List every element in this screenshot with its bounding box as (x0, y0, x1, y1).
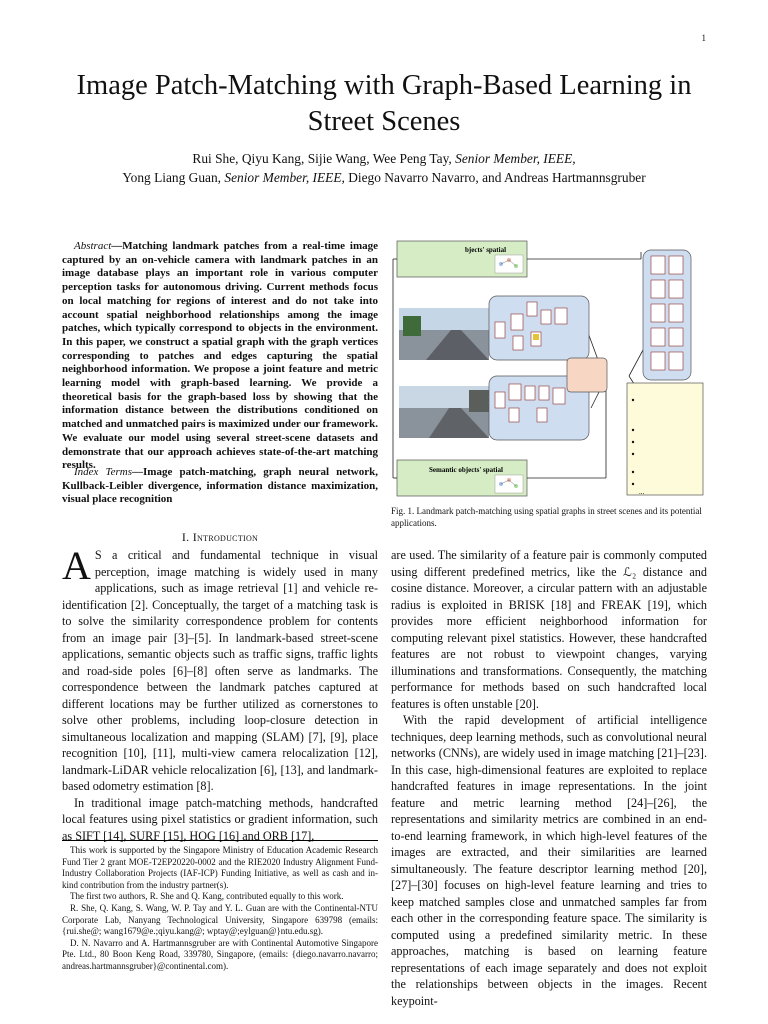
top-graph-icon (495, 255, 523, 273)
right-paragraph-1: are used. The similarity of a feature pair is commonly computed using different predefined metrics, like the ℒ₂ distance and cosine distance. Moreover, a circular pattern with an adjustable radius is exploited in BRISK [18] and FREAK [19], which provides more efficient neighborhood information for computing relevant pixel statistics. However, these handcrafted features are not robust to viewpoint changes, varying illuminations and transformations. Consequently, the matching performance for methods based on such handcrafted local features is often unstable [20]. (391, 548, 707, 711)
footnote-equal: The first two authors, R. She and Q. Kang, contributed equally to this work. (70, 891, 344, 902)
authors-line2: Yong Liang Guan, (122, 170, 222, 185)
applications-box (627, 383, 703, 495)
matched-patches-column (643, 250, 691, 380)
footnotes (62, 840, 378, 973)
index-terms-text: —Image patch-matching, graph neural network, Kullback-Leibler divergence, information distance maximization, visual place recognition (62, 466, 378, 506)
drop-cap: A (62, 543, 91, 588)
bottom-graph-icon (495, 475, 523, 493)
abstract-label: Abstract (74, 240, 112, 252)
bottom-graph-label: Semantic objects' spatial (429, 466, 503, 474)
authors-membership-1: Senior Member, IEEE, (455, 151, 576, 166)
authors-membership-2: Senior Member, IEEE, (224, 170, 345, 185)
index-terms-label: Index Terms (74, 466, 133, 478)
abstract-text: —Matching landmark patches from a real-time image captured by an on-vehicle camera with landmark patches in an image database plays an important role in various computer perception tasks for autonomous driving. Current methods focus on local matching for regions of interest and do not take into account spatial neighborhood relationships among the image patches, which typically correspond to objects in the environment. In this paper, we construct a spatial graph with the graph vertices corresponding to patches and edges capturing the spatial neighborhood information. We propose a joint feature and metric learning model with graph-based learning. We provide a theoretical basis for the graph-based loss by showing that the information distance between the distributions conditioned on matched and unmatched pairs is maximized under our framework. We evaluate our model using several street-scene datasets and demonstrate that our approach achieves state-of-the-art matching results. (62, 240, 378, 472)
paper-title: Image Patch-Matching with Graph-Based Learning in Street Scenes (76, 70, 692, 137)
intro-paragraph-1: S a critical and fundamental technique in visual perception, image matching is widely used in many applications, such as image retrieval [1] and vehicle re-identification [2]. Conceptually, the target of a matching task is to solve the similarity correspondence problem for contents from an image pair [3]–[5]. In landmark-based street-scene applications, semantic objects such as traffic signs, traffic lights and road-side poles [6]–[8] often serve as landmarks. The correspondence between the landmark patches captured at different locations may be further utilized as cornerstones to solve other problems, including loop-closure detection in simultaneous localization and mapping (SLAM) [7], [9], place recognition [10], [11], multi-view camera relocalization [12], landmark-LiDAR vehicle relocalization [6], [13], and landmark-based odometry estimation [8]. (62, 548, 378, 793)
body-right-column (391, 547, 707, 1009)
author-list (40, 149, 728, 187)
footnote-affiliation-2: D. N. Navarro and A. Hartmannsgruber are with Continental Automotive Singapore Pte. Ltd., 80 Boon Keng Road, 339780, Singapore, (emails: {diego.navarro.navarro; andreas.hartmannsgruber}@continental.com). (62, 937, 378, 971)
abstract (62, 240, 378, 473)
authors-line1: Rui She, Qiyu Kang, Sijie Wang, Wee Peng Tay, (192, 151, 452, 166)
applications-ellipsis: ... (639, 488, 645, 496)
footnote-funding: This work is supported by the Singapore Ministry of Education Academic Research Fund Tier 2 grant MOE-T2EP20220-0002 and the RIE2020 Industry Alignment Fund-Industry Collaboration Projects (IAF-ICP) Funding Initiative, as well as cash and in-kind contribution from the industry partner(s). (62, 845, 378, 890)
right-paragraph-2: With the rapid development of artificial intelligence techniques, deep learning methods, such as convolutional neural networks (CNNs), are widely used in image matching [21]–[23]. In this case, high-dimensional features are exploited to replace handcrafted features in image representations. In the joint feature and metric learning method [24]–[26], the representations and similarity metrics are combined in an end-to-end learning framework, in which high-level features of the images are extracted, and their similarities are learned simultaneously. The feature descriptor learning method [20], [27]–[30] focuses on high-level feature learning and tries to keep matched samples close and unmatched samples far from each other in the corresponding feature space. The similarity is computed using a predefined similarity metric. In these approaches, matching is based on learning feature representations of each image separately and does not exploit the relationships between objects in the images. Recent keypoint- (391, 713, 707, 1008)
index-terms (62, 466, 378, 507)
figure-caption: Fig. 1. Landmark patch-matching using spatial graphs in street scenes and its potential applications. (391, 506, 702, 528)
authors-line2-rest: Diego Navarro Navarro, and Andreas Hartmannsgruber (348, 170, 646, 185)
section-heading: I. Introduction (181, 530, 259, 544)
intro-paragraph-2: In traditional image patch-matching methods, handcrafted local features using pixel statistics or gradient information, such as SIFT [14], SURF [15], HOG [16] and ORB [17], (62, 795, 378, 843)
top-graph-label: bjects' spatial (465, 246, 507, 254)
figure-1 (391, 238, 707, 500)
footnote-affiliation-1: R. She, Q. Kang, S. Wang, W. P. Tay and Y. L. Guan are with the Continental-NTU Corporate Lab, Nanyang Technological University, Singapore 639798 (emails: {rui.she@; wang1679@e.;qiyu.kang@; wptay@;eylguan@}ntu.edu.sg). (62, 902, 378, 937)
body-left-column (62, 543, 378, 844)
page-number: 1 (701, 33, 706, 43)
matching-module (567, 358, 607, 392)
